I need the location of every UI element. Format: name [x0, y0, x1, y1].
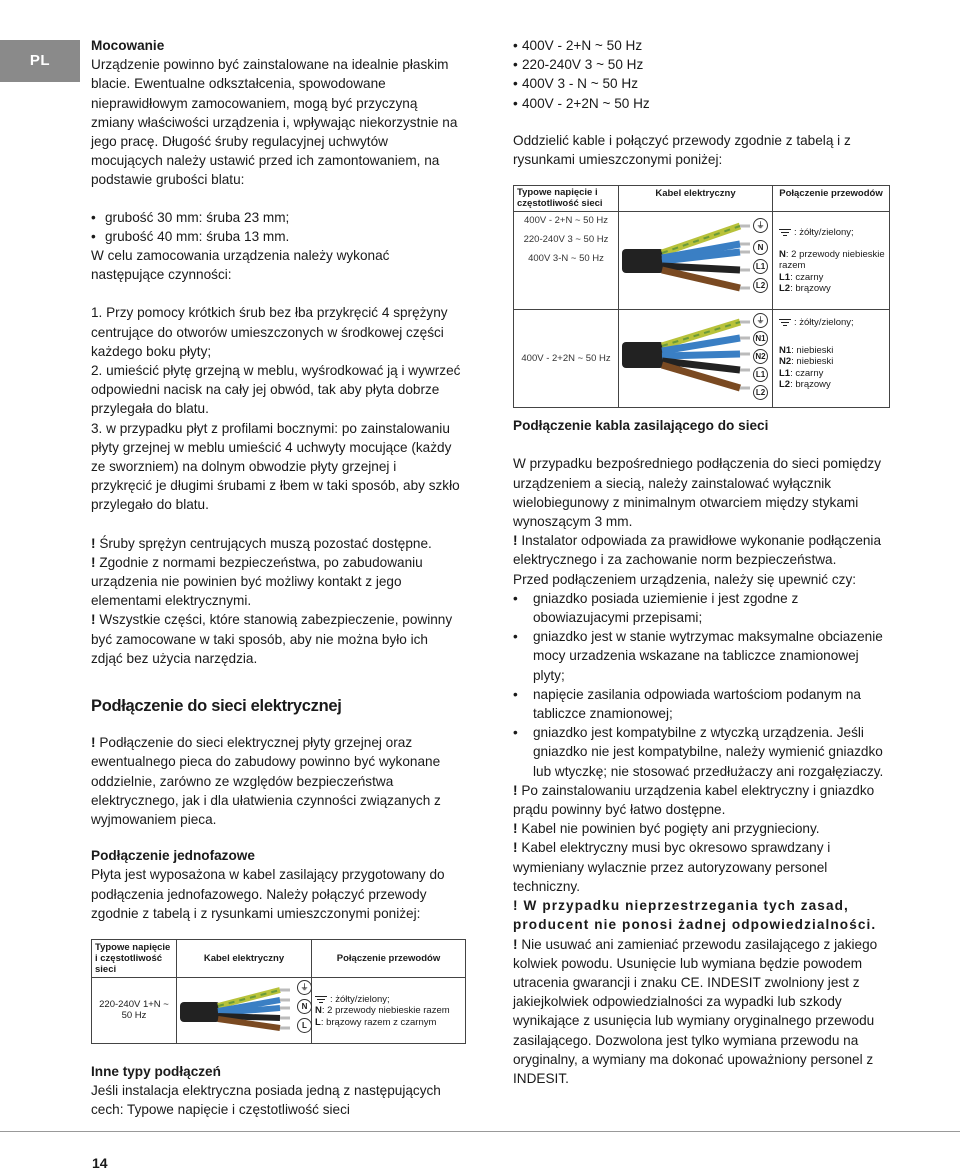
wire-text: : brązowy razem z czarnym: [320, 1016, 437, 1028]
wiring-table-multi: [513, 185, 890, 408]
cable-cell: [619, 310, 773, 408]
table-header: Kabel elektryczny: [177, 939, 312, 977]
terminal-n: N: [753, 240, 768, 255]
terminal-l: L: [297, 1018, 312, 1033]
warning-bend: [513, 819, 893, 838]
check-intro: Przed podłączeniem urządzenia, należy się upewnić czy:: [513, 571, 857, 587]
page-number: 14: [92, 1155, 108, 1168]
terminal-l1: L1: [753, 259, 768, 274]
warning-mark: !: [513, 533, 518, 549]
terminal-n2: N2: [753, 349, 768, 364]
warning-text: Wszystkie części, które stanowią zabezpieczenie, powinny być zamocowane w taki sposób, aby nie można było ich zdjąć bez użycia narzędzia.: [91, 612, 453, 666]
warning-access: [513, 781, 893, 819]
warning-3: [91, 610, 461, 668]
wire-text: : czarny: [790, 367, 824, 379]
warning-mark: !: [91, 554, 96, 570]
warning-check: [513, 838, 893, 896]
list-item: • 400V - 2+2N ~ 50 Hz: [513, 94, 893, 113]
voltage-cell: [514, 212, 619, 310]
ground-terminal-icon: ⏚: [753, 218, 768, 233]
ground-icon: [779, 226, 791, 236]
warning-text: W przypadku nieprzestrzegania tych zasad, producent nie ponosi żadnej odpowiedzialności.: [513, 898, 877, 933]
terminal-l2: L2: [753, 385, 768, 400]
warning-mark: !: [91, 735, 96, 751]
wire-label: N: [315, 1005, 322, 1017]
wire-text: : 2 przewody niebieskie razem: [779, 248, 885, 272]
cable-cell: [177, 977, 312, 1043]
wire-label: L2: [779, 379, 791, 391]
voltage-cell: 400V - 2+2N ~ 50 Hz: [514, 310, 619, 408]
list-item: • 220-240V 3 ~ 50 Hz: [513, 55, 893, 74]
warning-2: [91, 553, 461, 611]
terminal-n: N: [297, 999, 312, 1014]
table-header: Kabel elektryczny: [619, 186, 773, 212]
step-1: 1. Przy pomocy krótkich śrub bez łba przykręcić 4 sprężyny centrujące do otworów umieszczonych w środkowej części każdego boku płyty;: [91, 305, 448, 359]
wire-label: N: [779, 248, 786, 260]
warning-text: Kabel nie powinien być pogięty ani przygnieciony.: [521, 821, 820, 837]
warning-mark: !: [91, 612, 96, 628]
wire-text: : brązowy: [790, 283, 831, 295]
warning-text: Instalator odpowiada za prawidłowe wykonanie podłączenia elektrycznego i za zachowanie norm bezpieczeństwa.: [513, 533, 882, 568]
ground-icon: [779, 316, 791, 326]
ground-text: : żółty/zielony;: [794, 317, 854, 329]
table-header: Typowe napięcie i częstotliwość sieci: [514, 186, 619, 212]
cable-illustration: [622, 312, 769, 402]
voltage-cell: 220-240V 1+N ~ 50 Hz: [92, 977, 177, 1043]
single-phase-title: Podłączenie jednofazowe: [91, 848, 255, 864]
right-column: [513, 36, 893, 1088]
wiring-table-single: [91, 939, 466, 1044]
cable-title: Podłączenie kabla zasilającego do sieci: [513, 418, 769, 434]
warning-text: Śruby sprężyn centrujących muszą pozostać dostępne.: [99, 535, 432, 551]
ground-terminal-icon: ⏚: [753, 313, 768, 328]
separate-text: Oddzielić kable i połączyć przewody zgodnie z tabelą i z rysunkami umieszczonymi poniżej:: [513, 132, 851, 168]
voltage-value: 400V - 2+N ~ 50 Hz: [524, 215, 608, 227]
step-3: 3. w przypadku płyt z profilami bocznymi: po zainstalowaniu płyty grzejnej w meblu umieścić 4 uchwyty mocujące (każdy ze sworzniem) na dolnym obwodzie płyty grzejnej i przykręcić je długimi śrubami z łbem w taki sposób, aby szkło przylegało do blatu.: [91, 420, 460, 513]
warning-mark: !: [513, 782, 518, 798]
section-title: Podłączenie do sieci elektrycznej: [91, 697, 342, 716]
cable-illustration: [622, 214, 769, 304]
other-types-text: Jeśli instalacja elektryczna posiada jedną z następujących cech: Typowe napięcie i częstotliwość sieci: [91, 1083, 441, 1118]
ground-text: : żółty/zielony;: [330, 993, 390, 1005]
language-tab-label: PL: [29, 52, 51, 70]
warning-mark: !: [513, 821, 518, 837]
mount-title: Mocowanie: [91, 38, 165, 53]
list-item: • gniazdko posiada uziemienie i jest zgodne z obowiazujacymi przepisami;: [513, 589, 893, 627]
list-item: • grubość 40 mm: śruba 13 mm.: [91, 227, 461, 246]
terminal-l2: L2: [753, 278, 768, 293]
warning-installer: [513, 531, 893, 569]
list-item: • gniazdko jest kompatybilne z wtyczką urządzenia. Jeśli gniazdko nie jest kompatybilne, należy wymienić gniazdko lub wtyczkę; nie stosować przedłużaczy ani rozgałęziaczy.: [513, 723, 893, 781]
left-column: [91, 36, 461, 1120]
warning-liability: [513, 896, 893, 934]
warning-text: Kabel elektryczny musi byc okresowo sprawdzany i wymieniany wylacznie przez autoryzowany personel techniczny.: [513, 840, 831, 894]
list-item: • 400V - 2+N ~ 50 Hz: [513, 36, 893, 55]
mount-text: Urządzenie powinno być zainstalowane na idealnie płaskim blacie. Ewentualne odkształcenia, spowodowane nieprawidłowym zamocowaniem, mogą być przyczyną zmiany właściwości urządzenia i, wpływając niekorzystnie na jego pracę. Długość śruby regulacyjnej uchwytów mocujących należy ustawić przed ich zamontowaniem, na podstawie grubości blatu:: [91, 57, 458, 188]
terminal-l1: L1: [753, 367, 768, 382]
warning-text: Zgodnie z normami bezpieczeństwa, po zabudowaniu urządzenia nie powinien być możliwy kontakt z jego elementami elektrycznymi.: [91, 554, 423, 609]
ground-text: : żółty/zielony;: [794, 227, 854, 239]
list-item: • grubość 30 mm: śruba 23 mm;: [91, 208, 461, 227]
ground-icon: [315, 993, 327, 1003]
section-warning: [91, 733, 461, 829]
wire-text: : 2 przewody niebieskie razem: [321, 1005, 450, 1017]
warning-text: Po zainstalowaniu urządzenia kabel elektryczny i gniazdko prądu powinny być łatwo dostępne.: [513, 782, 875, 818]
check-list: [513, 589, 893, 781]
wire-text: : czarny: [790, 271, 824, 283]
wire-label: N1: [779, 344, 792, 356]
warning-mark: !: [513, 840, 518, 856]
wire-label: L: [315, 1016, 321, 1028]
single-phase-text: Płyta jest wyposażona w kabel zasilający przygotowany do podłączenia jednofazowego. Należy połączyć przewody zgodnie z tabelą i z rysunkami umieszczonymi poniżej:: [91, 867, 445, 921]
table-header: Połączenie przewodów: [312, 939, 466, 977]
wire-text: : niebieski: [791, 344, 834, 356]
voltage-list: [513, 36, 893, 113]
cable-text: W przypadku bezpośredniego podłączenia do sieci pomiędzy urządzeniem a siecią, należy zainstalować wyłącznik wielobiegunowy z minimalnym otwarciem między stykami wynoszącym 3 mm.: [513, 456, 882, 530]
wire-text: : niebieski: [791, 356, 834, 368]
warning-mark: !: [513, 936, 518, 952]
cable-illustration: [180, 980, 308, 1038]
voltage-value: 400V 3-N ~ 50 Hz: [528, 253, 604, 265]
warning-mark: !: [91, 535, 96, 551]
ground-terminal-icon: ⏚: [297, 980, 312, 995]
warning-cable-replace: [513, 935, 893, 1089]
warning-mark: !: [513, 898, 519, 914]
language-tab: [0, 40, 80, 82]
voltage-value: 220-240V 3 ~ 50 Hz: [523, 234, 609, 246]
other-types-title: Inne typy podłączeń: [91, 1063, 221, 1079]
wire-label: L1: [779, 271, 791, 283]
warning-text: Podłączenie do sieci elektrycznej płyty grzejnej oraz ewentualnego pieca do zabudowy powinno być wykonane oddzielnie, zarówno ze względów bezpieczeństwa elektrycznego, jak i dla ułatwienia czynności związanych z wyjmowaniem pieca.: [91, 735, 441, 827]
table-header: Typowe napięcie i częstotliwość sieci: [92, 939, 177, 977]
connection-cell: [773, 212, 890, 310]
wire-label: N2: [779, 356, 792, 368]
footer-divider: [0, 1131, 960, 1132]
warning-1: [91, 534, 461, 553]
terminal-n1: N1: [753, 331, 768, 346]
list-item: • napięcie zasilania odpowiada wartościom podanym na tabliczce znamionowej;: [513, 685, 893, 723]
step-2: 2. umieścić płytę grzejną w meblu, wyśrodkować ją i wywrzeć odpowiedni nacisk na cały jej obwód, tak aby płyta dobrze przylegała do blatu.: [91, 363, 461, 417]
connection-cell: [773, 310, 890, 408]
table-header: Połączenie przewodów: [773, 186, 890, 212]
screw-list: [91, 208, 461, 246]
connection-cell: [312, 977, 466, 1043]
list-item: • 400V 3 - N ~ 50 Hz: [513, 74, 893, 93]
cable-cell: [619, 212, 773, 310]
steps-intro: W celu zamocowania urządzenia należy wykonać następujące czynności:: [91, 248, 390, 283]
wire-label: L2: [779, 283, 791, 295]
wire-text: : brązowy: [790, 379, 831, 391]
warning-text: Nie usuwać ani zamieniać przewodu zasilającego z jakiego kolwiek powodu. Usunięcie lub wymiana będzie powodem utracenia gwarancji i znaku CE. INDESIT zwolniony jest z jakiejkolwiek odpowiedzialności za wypadki lub szkody wynikające z usunięcia lub wymiany oryginalnego przewodu zasilającego. Dozwolona jest tylko wymiana przewodu na oryginalny, a wymiany ma dokonać upoważniony personel z INDESIT.: [513, 936, 878, 1086]
list-item: • gniazdko jest w stanie wytrzymac maksymalne obciazenie mocy urzadzenia wskazane na tabliczce znamionowej plyty;: [513, 627, 893, 685]
wire-label: L1: [779, 367, 791, 379]
